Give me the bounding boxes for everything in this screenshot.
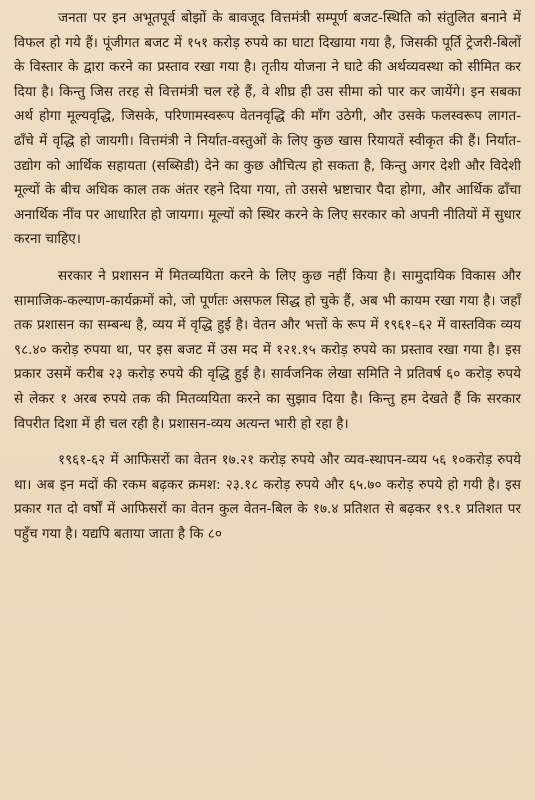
paragraph-officer-salaries: १९६१-६२ में आफिसरों का वेतन १७.२१ करोड़ रुपये और व्यव-स्थापन-व्यय ५६ १०करोड़ रुपये था। अब इन मदों की रकम बढ़कर क्रमश: २३.१८ करोड़ रुपये और ६५.७० करोड़ रुपये हो गयी है। इस प्रकार गत दो वर्षों में आफिसरों का वेतन कुल वेतन-बिल के १७.४ प्रतिशत से बढ़कर १९.१ प्रतिशत पर पहुँच गया है। यद्यपि बताया जाता है कि ८० xyxy=(14,452,521,542)
paragraph-administrative-expenditure: सरकार ने प्रशासन में मितव्ययिता करने के लिए कुछ नहीं किया है। सामुदायिक विकास और सामाजिक-कल्याण-कार्यक्रमों को, जो पूर्णतः असफल सिद्ध हो चुके हैं, अब भी कायम रखा गया है। जहाँ तक प्रशासन का सम्बन्ध है, व्यय में वृद्धि हुई है। वेतन और भत्तों के रूप में १९६१–६२ में वास्तविक व्यय ९८.४० करोड़ रुपया था, पर इस बजट में उस मद में १२१.१५ करोड़ रुपये का प्रस्ताव रखा गया है। इस प्रकार उसमें करीब २३ करोड़ रुपये की वृद्धि हुई है। सार्वजनिक लेखा समिति ने प्रतिवर्ष ६० करोड़ रुपये से लेकर १ अरब रुपये तक की मितव्ययिता करने का सुझाव दिया है। किन्तु हम देखते हैं कि सरकार विपरीत दिशा में ही चल रही है। प्रशासन-व्यय अत्यन्त भारी हो रहा है। xyxy=(14,267,521,432)
paragraph-budget-deficit: जनता पर इन अभूतपूर्व बोझों के बावजूद वित्तमंत्री सम्पूर्ण बजट-स्थिति को संतुलित बनाने में विफल हो गये हैं। पूंजीगत बजट में १५१ करोड़ रुपये का घाटा दिखाया गया है, जिसकी पूर्ति ट्रेजरी-बिलों के विस्तार के द्वारा करने का प्रस्ताव रखा गया है। तृतीय योजना ने घाटे की अर्थव्यवस्था को सीमित कर दिया है। किन्तु जिस तरह से वित्तमंत्री चल रहे हैं, वे शीघ्र ही उस सीमा को पार कर जायेंगे। इन सबका अर्थ होगा मूल्यवृद्धि, जिसके, परिणामस्वरूप वेतनवृद्धि की माँग उठेगी, और उसके फलस्वरूप लागत-ढाँचे में वृद्धि हो जायगी। वित्तमंत्री ने निर्यात-वस्तुओं के लिए कुछ खास रियायतें स्वीकृत की हैं। निर्यात-उद्योग को आर्थिक सहायता (सब्सिडी) देने का कुछ औचित्य हो सकता है, किन्तु अगर देशी और विदेशी मूल्यों के बीच अधिक काल तक अंतर रहने दिया गया, तो उससे भ्रष्टाचार पैदा होगा, और आर्थिक ढाँचा अनार्थिक नींव पर आधारित हो जायगा। मूल्यों को स्थिर करने के लिए सरकार को अपनी नीतियों में सुधार करना चाहिए। xyxy=(14,10,521,248)
